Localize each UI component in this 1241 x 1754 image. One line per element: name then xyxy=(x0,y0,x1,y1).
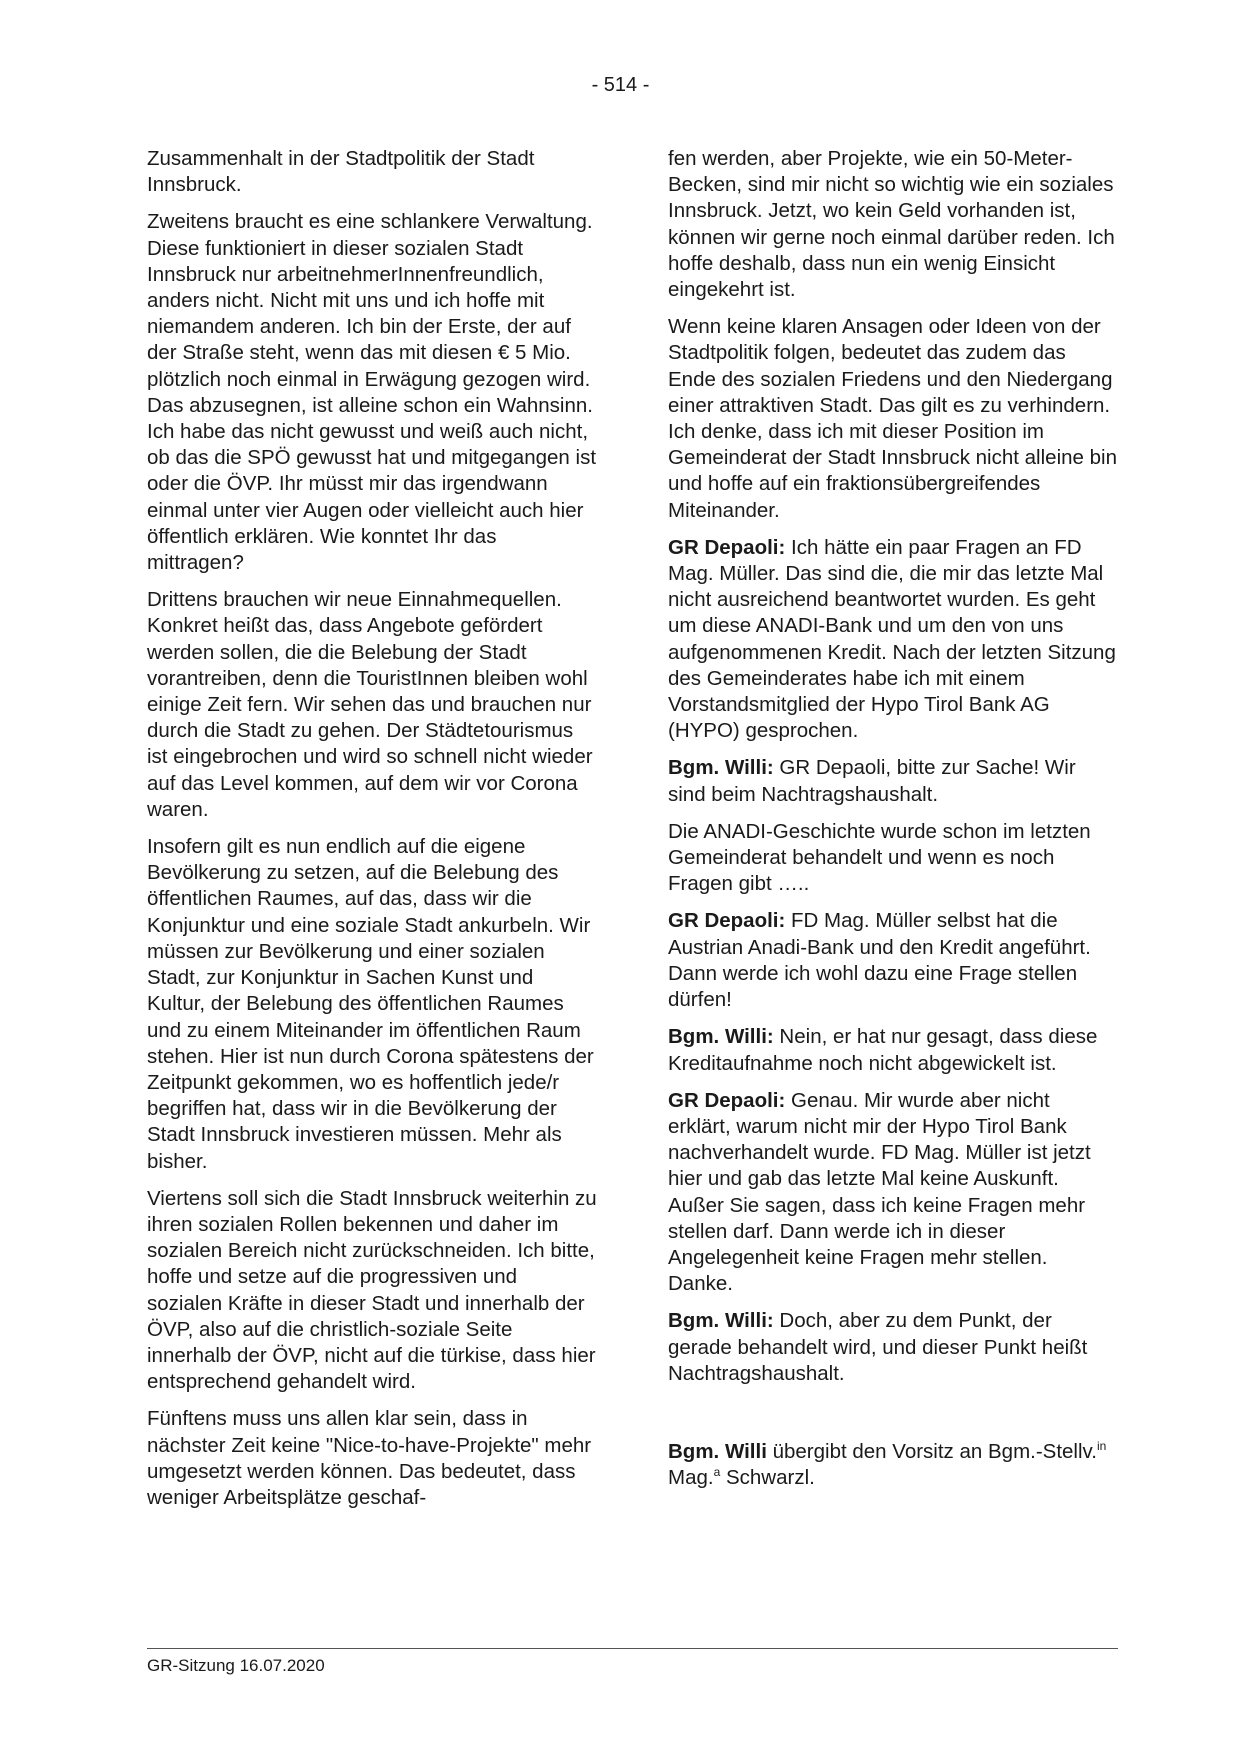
speaker-name: Bgm. Willi: xyxy=(668,756,774,780)
speaker-name: GR Depaoli: xyxy=(668,909,786,933)
speech-text: Schwarzl. xyxy=(720,1466,815,1490)
speaker-name: GR Depaoli: xyxy=(668,1088,786,1112)
speech-text: Nein, er hat nur gesagt, dass diese Kreditaufnahme noch nicht abgewickelt ist. xyxy=(668,1025,1098,1075)
paragraph: Insofern gilt es nun endlich auf die eigene Bevölkerung zu setzen, auf die Belebung des öffentlichen Raumes, auf das, dass wir die Konjunktur und eine soziale Stadt ankurbeln. Wir müssen zur Bevölkerung und einer sozialen Stadt, zur Konjunktur in Sachen Kunst und Kultur, der Belebung des öffentlichen Raumes und zu einem Miteinander im öffentlichen Raum stehen. Hier ist nun durch Corona spätestens der Zeitpunkt gekommen, wo es hoffentlich jede/r begriffen hat, dass wir in die Bevölkerung der Stadt Innsbruck investieren müssen. Mehr als bisher. xyxy=(147,835,594,1173)
speaker-name: Bgm. Willi: xyxy=(668,1309,774,1333)
speech-text: Ich hätte ein paar Fragen an FD Mag. Müller. Das sind die, die mir das letzte Mal nicht ausreichend beantwortet wurden. Es geht um diese ANADI-Bank und um den von uns aufgenommenen Kredit. Nach der letzten Sitzung des Gemeinderates habe ich mit einem Vorstandsmitglied der Hypo Tirol Bank AG (HYPO) gesprochen. xyxy=(668,535,1116,743)
left-column xyxy=(147,146,597,1522)
speaker-name: Bgm. Willi xyxy=(668,1439,767,1463)
chair-handover-paragraph xyxy=(668,1439,1118,1491)
paragraph: Fünftens muss uns allen klar sein, dass in nächster Zeit keine "Nice-to-have-Projekte" mehr umgesetzt werden können. Das bedeutet, dass weniger Arbeitsplätze geschaf- xyxy=(147,1407,592,1509)
paragraph: Wenn keine klaren Ansagen oder Ideen von der Stadtpolitik folgen, bedeutet das zudem das Ende des sozialen Friedens und den Niedergang einer attraktiven Stadt. Das gilt es zu verhindern. Ich denke, dass ich mit dieser Position im Gemeinderat der Stadt Innsbruck nicht alleine bin und hoffe auf ein fraktionsübergreifendes Miteinander. xyxy=(668,315,1117,522)
footer-session-date: GR-Sitzung 16.07.2020 xyxy=(147,1656,325,1675)
page-number: - 514 - xyxy=(591,74,650,96)
speech-text: Genau. Mir wurde aber nicht erklärt, warum nicht mir der Hypo Tirol Bank nachverhandelt wurde. FD Mag. Müller ist jetzt hier und gab das letzte Mal keine Auskunft. Außer Sie sagen, dass ich keine Fragen mehr stellen darf. Dann werde ich in dieser Angelegenheit keine Fragen mehr stellen. Danke. xyxy=(668,1088,1091,1296)
superscript: in xyxy=(1096,1439,1107,1454)
speech-text: FD Mag. Müller selbst hat die Austrian Anadi-Bank und den Kredit angeführt. Dann werde ich wohl dazu eine Frage stellen dürfen! xyxy=(668,909,1091,1012)
speech-text: Mag. xyxy=(668,1466,714,1490)
superscript: a xyxy=(713,1465,721,1480)
paragraph: Drittens brauchen wir neue Einnahmequellen. Konkret heißt das, dass Angebote gefördert werden sollen, die die Belebung der Stadt vorantreiben, denn die TouristInnen bleiben wohl einige Zeit fern. Wir sehen das und brauchen nur durch die Stadt zu gehen. Der Städtetourismus ist eingebrochen und wird so schnell nicht wieder auf das Level kommen, auf dem wir vor Corona waren. xyxy=(147,588,593,821)
speaker-name: Bgm. Willi: xyxy=(668,1025,774,1049)
speech-text: Doch, aber zu dem Punkt, der gerade behandelt wird, und dieser Punkt heißt Nachtragshaushalt. xyxy=(668,1309,1088,1385)
speech-text: übergibt den Vorsitz an Bgm.-Stellv. xyxy=(766,1439,1097,1463)
paragraph: Zusammenhalt in der Stadtpolitik der Stadt Innsbruck. xyxy=(147,147,535,197)
speech-paragraph xyxy=(668,1308,1118,1387)
paragraph: fen werden, aber Projekte, wie ein 50-Meter-Becken, sind mir nicht so wichtig wie ein soziales Innsbruck. Jetzt, wo kein Geld vorhanden ist, können wir gerne noch einmal darüber reden. Ich hoffe deshalb, dass nun ein wenig Einsicht eingekehrt ist. xyxy=(668,147,1115,302)
paragraph: Zweitens braucht es eine schlankere Verwaltung. Diese funktioniert in dieser sozialen Stadt Innsbruck nur arbeitnehmerInnenfreundlich, anders nicht. Nicht mit uns und ich hoffe mit niemandem anderen. Ich bin der Erste, der auf der Straße steht, wenn das mit diesen € 5 Mio. plötzlich noch einmal in Erwägung gezogen wird. Das abzusegnen, ist alleine schon ein Wahnsinn. Ich habe das nicht gewusst und weiß auch nicht, ob das die SPÖ gewusst hat und mitgegangen ist oder die ÖVP. Ihr müsst mir das irgendwann einmal unter vier Augen oder vielleicht auch hier öffentlich erklären. Wie konntet Ihr das mittragen? xyxy=(147,210,597,575)
speech-text: GR Depaoli, bitte zur Sache! Wir sind beim Nachtragshaushalt. xyxy=(668,756,1076,806)
speech-paragraph xyxy=(668,1088,1118,1298)
footer-divider xyxy=(147,1648,1118,1649)
speech-paragraph xyxy=(668,908,1118,1013)
speech-paragraph xyxy=(668,535,1118,745)
speaker-name: GR Depaoli: xyxy=(668,535,786,559)
paragraph: Viertens soll sich die Stadt Innsbruck weiterhin zu ihren sozialen Rollen bekennen und daher im sozialen Bereich nicht zurückschneiden. Ich bitte, hoffe und setze auf die progressiven und sozialen Kräfte in dieser Stadt und innerhalb der ÖVP, also auf die christlich-soziale Seite innerhalb der ÖVP, nicht auf die türkise, dass hier entsprechend gehandelt wird. xyxy=(147,1186,597,1394)
paragraph: Die ANADI-Geschichte wurde schon im letzten Gemeinderat behandelt und wenn es noch Fragen gibt ….. xyxy=(668,819,1091,896)
speech-paragraph xyxy=(668,755,1118,807)
speech-paragraph xyxy=(668,1024,1118,1076)
right-column xyxy=(668,146,1118,1502)
